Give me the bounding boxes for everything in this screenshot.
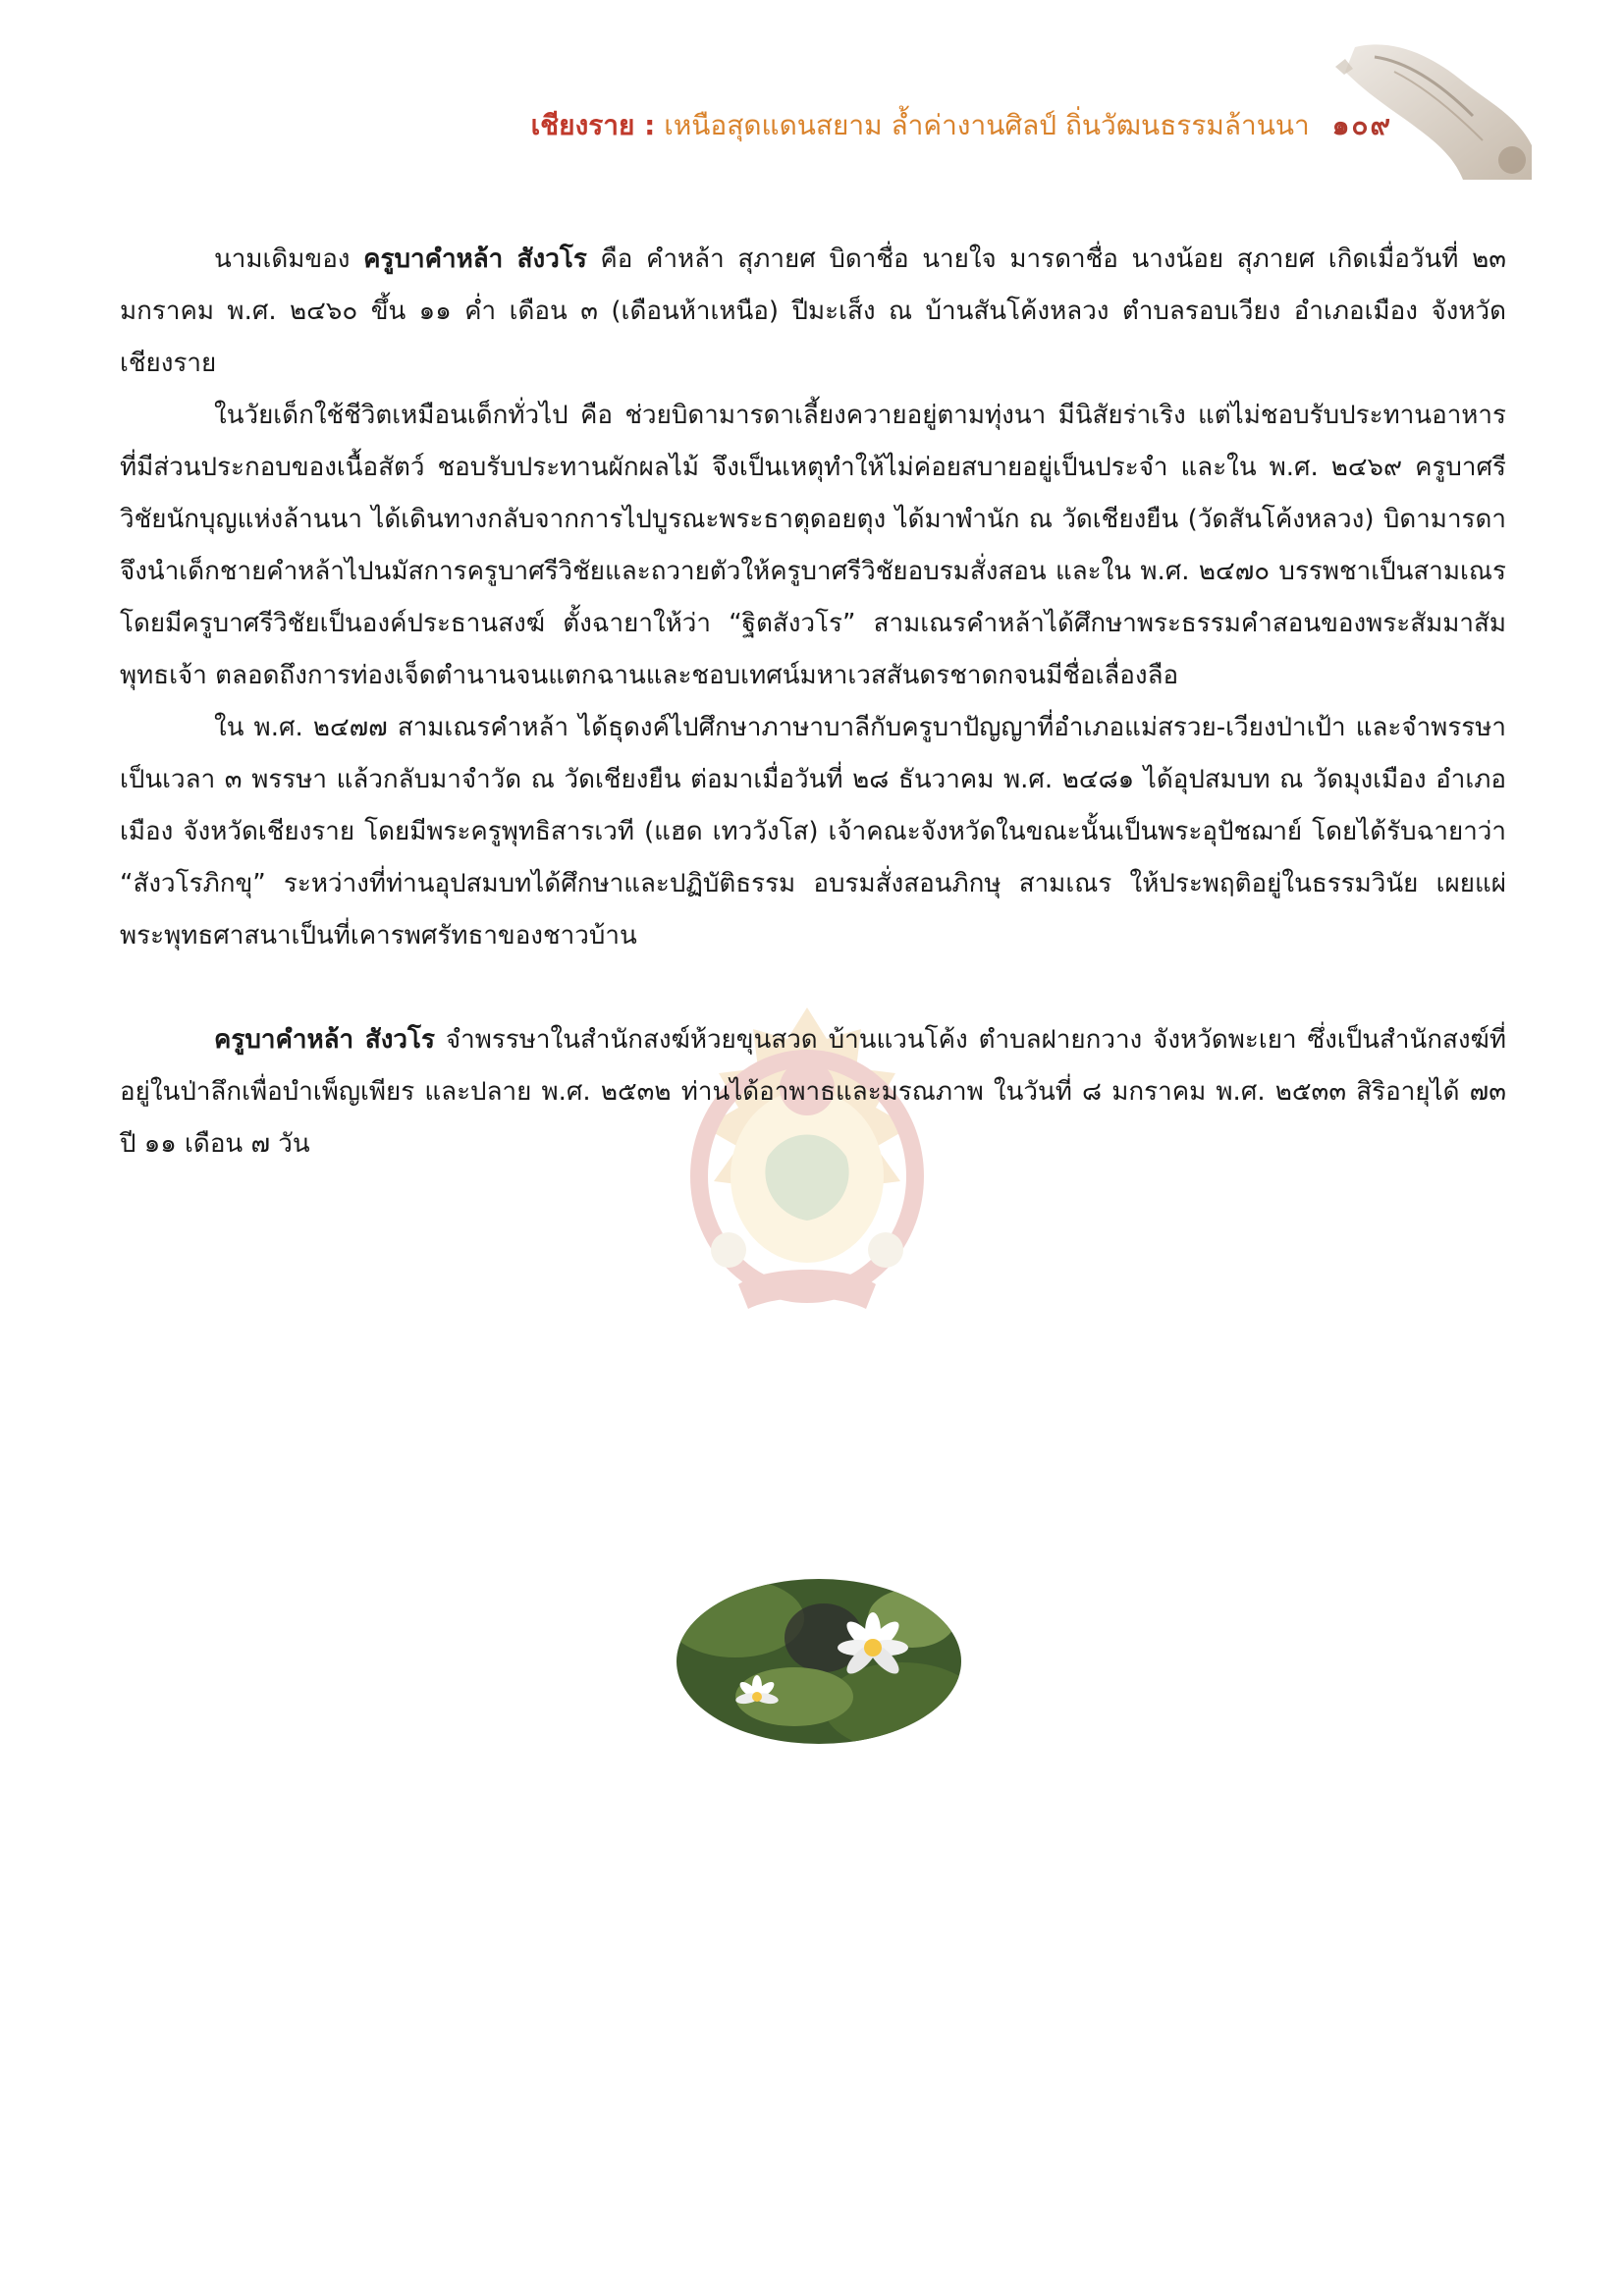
page-header [373,106,1392,145]
article-body [120,234,1506,1170]
paragraph-4-name: ครูบาคำหล้า สังวโร [214,1025,435,1055]
paragraph-4 [120,1014,1506,1170]
lotus-illustration [677,1579,961,1744]
white-lotus-photo [677,1579,961,1744]
page-number: ๑๐๙ [1331,109,1392,141]
paragraph-3: ใน พ.ศ. ๒๔๗๗ สามเณรคำหล้า ได้ธุดงค์ไปศึกษาภาษาบาลีกับครูบาปัญญาที่อำเภอแม่สรวย-เวียงป่าเป้า และจำพรรษาเป็นเวลา ๓ พรรษา แล้วกลับมาจำวัด ณ วัดเชียงยืน ต่อมาเมื่อวันที่ ๒๘ ธันวาคม พ.ศ. ๒๔๘๑ ได้อุปสมบท ณ วัดมุงเมือง อำเภอเมือง จังหวัดเชียงราย โดยมีพระครูพุทธิสารเวที (แฮด เทววังโส) เจ้าคณะจังหวัดในขณะนั้นเป็นพระอุปัชฌาย์ โดยได้รับฉายาว่า “สังวโรภิกขุ” ระหว่างที่ท่านอุปสมบทได้ศึกษาและปฏิบัติธรรม อบรมสั่งสอนภิกษุ สามเณร ให้ประพฤติอยู่ในธรรมวินัย เผยแผ่พระพุทธศาสนาเป็นที่เคารพศรัทธาของชาวบ้าน [120,713,1506,950]
paragraph-1-text: คือ คำหล้า สุภายศ บิดาชื่อ นายใจ มารดาชื่อ นางน้อย สุภายศ เกิดเมื่อวันที่ ๒๓ มกราคม พ.ศ. ๒๔๖๐ ขึ้น ๑๑ ค่ำ เดือน ๓ (เดือนห้าเหนือ) ปีมะเส็ง ณ บ้านสันโค้งหลวง ตำบลรอบเวียง อำเภอเมือง จังหวัดเชียงราย [120,244,1506,378]
header-subtitle: เหนือสุดแดนสยาม ล้ำค่างานศิลป์ ถิ่นวัฒนธรรมล้านนา [664,109,1310,141]
paragraph-2: ในวัยเด็กใช้ชีวิตเหมือนเด็กทั่วไป คือ ช่วยบิดามารดาเลี้ยงควายอยู่ตามทุ่งนา มีนิสัยร่าเริง แต่ไม่ชอบรับประทานอาหารที่มีส่วนประกอบของเนื้อสัตว์ ชอบรับประทานผักผลไม้ จึงเป็นเหตุทำให้ไม่ค่อยสบายอยู่เป็นประจำ และใน พ.ศ. ๒๔๖๙ ครูบาศรีวิชัยนักบุญแห่งล้านนา ได้เดินทางกลับจากการไปบูรณะพระธาตุดอยตุง ได้มาพำนัก ณ วัดเชียงยืน (วัดสันโค้งหลวง) บิดามารดาจึงนำเด็กชายคำหล้าไปนมัสการครูบาศรีวิชัยและถวายตัวให้ครูบาศรีวิชัยอบรมสั่งสอน และใน พ.ศ. ๒๔๗๐ บรรพชาเป็นสามเณร โดยมีครูบาศรีวิชัยเป็นองค์ประธานสงฆ์ ตั้งฉายาให้ว่า “ฐิตสังวโร” สามเณรคำหล้าได้ศึกษาพระธรรมคำสอนของพระสัมมาสัมพุทธเจ้า ตลอดถึงการท่องเจ็ดตำนานจนแตกฉานและชอบเทศน์มหาเวสสันดรชาดกจนมีชื่อเลื่องลือ [120,401,1506,690]
paragraph-1 [120,234,1506,390]
paragraph-1-name: ครูบาคำหล้า สังวโร [363,244,587,274]
header-province: เชียงราย : [530,109,656,141]
paragraph-4-text: จำพรรษาในสำนักสงฆ์ห้วยขุนสวด บ้านแวนโค้ง ตำบลฝายกวาง จังหวัดพะเยา ซึ่งเป็นสำนักสงฆ์ที่อยู่ในป่าลึกเพื่อบำเพ็ญเพียร และปลาย พ.ศ. ๒๕๓๒ ท่านได้อาพาธและมรณภาพ ในวันที่ ๘ มกราคม พ.ศ. ๒๕๓๓ สิริอายุได้ ๗๓ ปี ๑๑ เดือน ๗ วัน [120,1025,1506,1159]
paragraph-1-lead: นามเดิมของ [214,244,364,274]
